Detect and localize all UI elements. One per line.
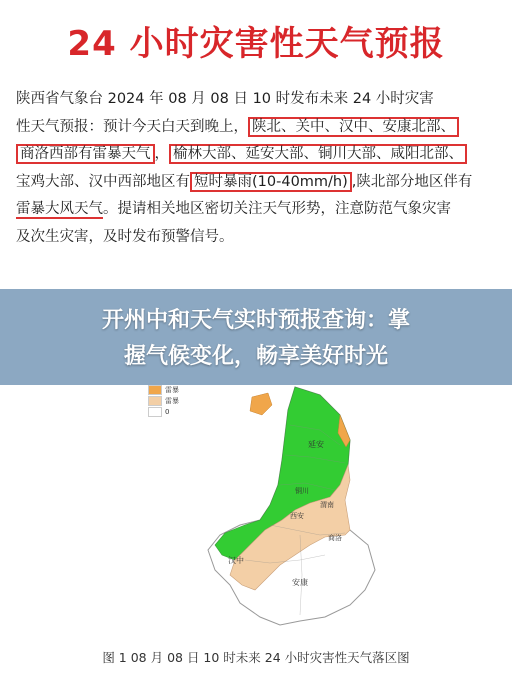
body-line: [16, 169, 502, 197]
body-line: [16, 114, 502, 142]
overlay-banner: [0, 289, 512, 385]
legend-label: 雷暴: [165, 386, 179, 394]
body-line: [16, 196, 502, 224]
legend-swatch: [148, 385, 162, 395]
highlighted-text: 榆林大部、延安大部、铜川大部、咸阳北部、: [169, 144, 467, 164]
body-text-span: 及次生灾害，及时发布预警信号。: [16, 228, 234, 245]
forecast-body-text: [16, 86, 502, 251]
body-text-span: 性天气预报：预计今天白天到晚上，: [16, 118, 248, 135]
banner-line-1: 开州中和天气实时预报查询：掌: [101, 308, 410, 333]
highlighted-text: 短时暴雨(10-40mm/h): [190, 172, 352, 192]
body-text-span: 陕西省气象台 2024 年 08 月 08 日 10 时发布未来 24 小时灾害: [16, 91, 434, 107]
body-text-span: ，: [154, 146, 169, 162]
map-label-xian: 西安: [290, 512, 304, 520]
highlighted-text: 陕北、关中、汉中、安康北部、: [248, 117, 459, 137]
legend-row: [148, 407, 204, 418]
legend-swatch: [148, 407, 162, 417]
body-line: [16, 86, 502, 114]
legend-swatch: [148, 396, 162, 406]
highlighted-text: 商洛西部有雷暴天气: [16, 144, 155, 164]
body-line: [16, 141, 502, 169]
body-text-span: 。提请相关地区密切关注天气形势，注意防范气象灾害: [103, 201, 451, 217]
legend-label: 雷暴: [165, 397, 179, 405]
underlined-text: 雷暴大风天气: [16, 201, 103, 217]
map-label-ankang: 安康: [292, 578, 308, 587]
map-label-shangluo: 商洛: [328, 534, 342, 542]
banner-line-2: 握气候变化，畅享美好时光: [123, 344, 388, 369]
legend-row: [148, 385, 204, 396]
body-text-span: 宝鸡大部、汉中西部地区有: [16, 173, 190, 190]
map-label-tongchuan: 铜川: [295, 487, 309, 495]
weather-map: [200, 385, 390, 635]
body-text-span: ,陕北部分地区伴有: [351, 173, 473, 190]
map-legend: [148, 385, 204, 431]
legend-label: 0: [165, 408, 170, 416]
body-line: [16, 224, 502, 252]
map-label-weinan: 渭南: [320, 501, 334, 509]
figure-caption: 图 1 08 月 08 日 10 时未来 24 小时灾害性天气落区图: [102, 650, 410, 665]
map-area-orange-1: [250, 393, 272, 415]
legend-row: [148, 396, 204, 407]
map-label-hanzhong: 汉中: [228, 556, 244, 565]
page-title: 24 小时灾害性天气预报: [67, 24, 445, 64]
map-label-yanan: 延安: [308, 440, 324, 449]
